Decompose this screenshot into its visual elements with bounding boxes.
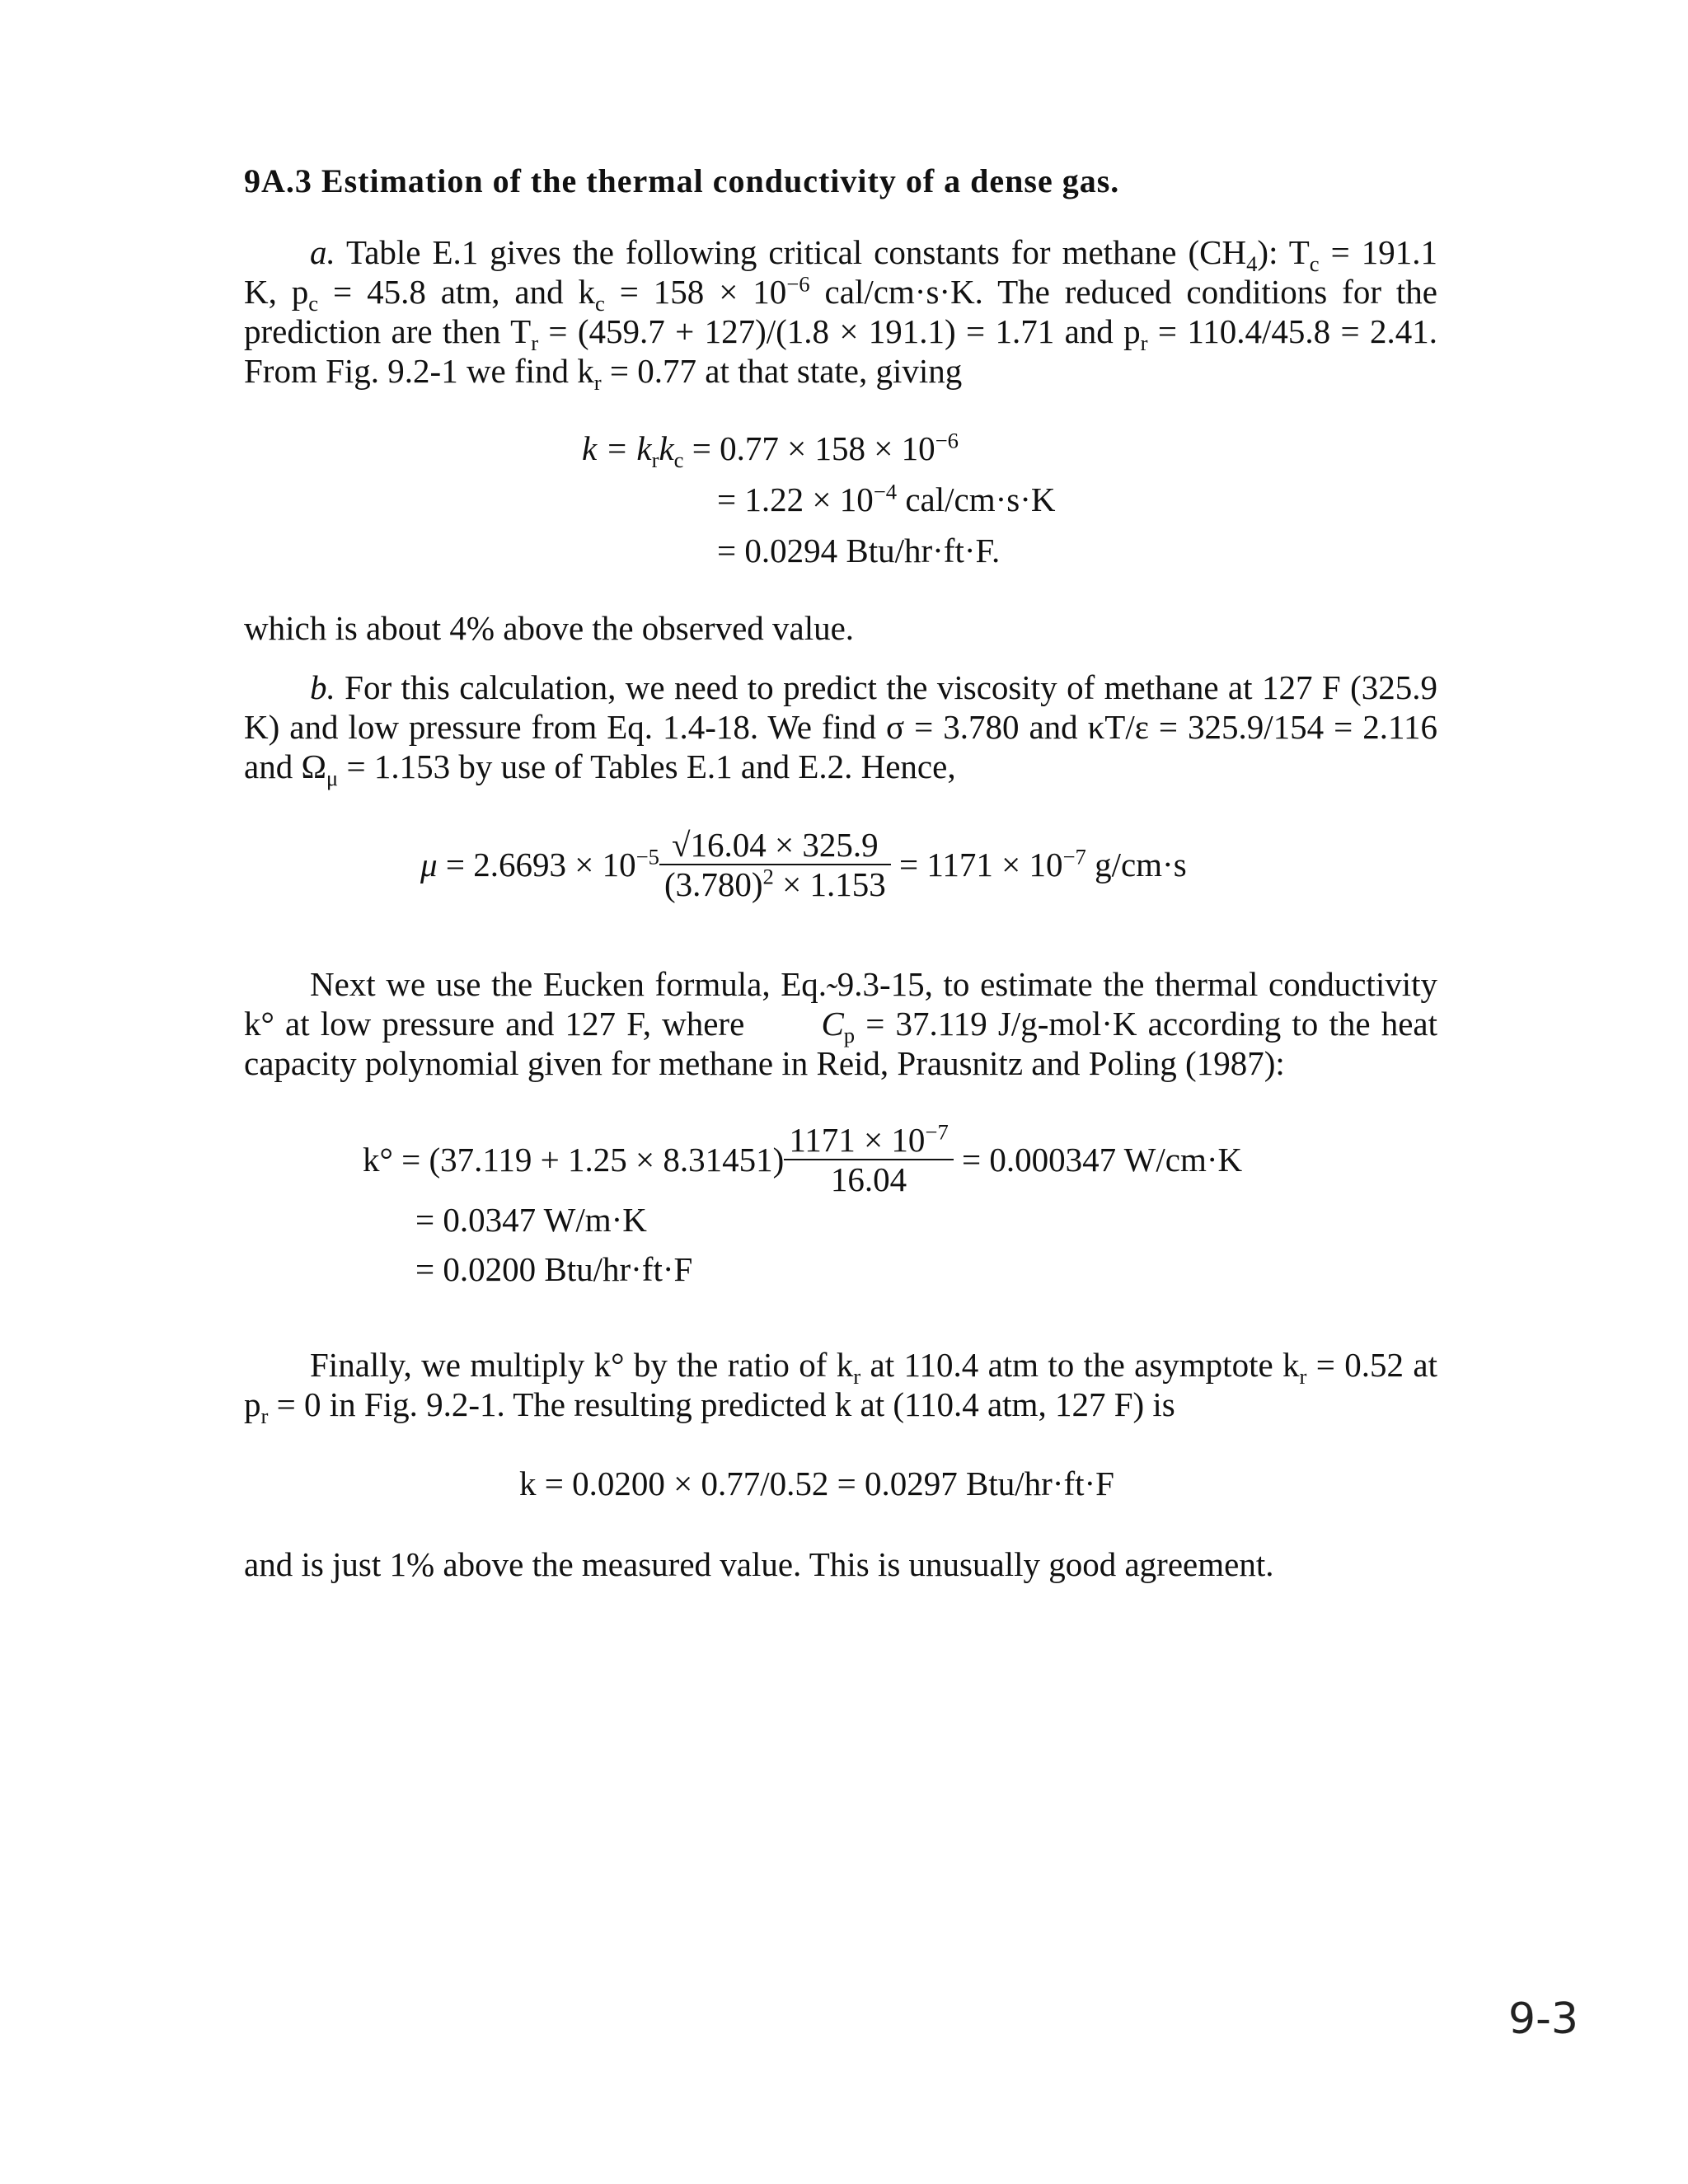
eq-text: k — [659, 429, 674, 467]
superscript: −6 — [786, 271, 810, 297]
eq-text: cal/cm·s·K — [897, 480, 1056, 518]
eq-text: g/cm·s — [1085, 846, 1187, 883]
subscript: μ — [326, 766, 339, 791]
equation-k-zero-line3: = 0.0200 Btu/hr·ft·F — [415, 1250, 693, 1288]
k-zero-fraction — [784, 1121, 953, 1198]
page-number: 9-3 — [1508, 1994, 1578, 2044]
conclusion-paragraph: and is just 1% above the measured value. This is unusually good agreement. — [244, 1545, 1274, 1583]
eq-text: = 1171 × 10 — [890, 846, 1063, 883]
part-b-label: b. — [310, 668, 335, 706]
subscript: c — [673, 448, 684, 473]
subscript: c — [308, 291, 319, 316]
after-a-paragraph: which is about 4% above the observed value. — [244, 609, 855, 647]
eucken-text: = 37.119 J/g-mol·K according to the heat capacity polynomial given for methane in Reid, Prausnitz and Poling (1987): — [244, 1005, 1437, 1082]
part-a-text: = 45.8 atm, and k — [318, 273, 596, 311]
finally-text: = 0 in Fig. 9.2-1. The resulting predicted k at (110.4 atm, 127 F) is — [268, 1385, 1175, 1423]
eucken-text: Next we use the Eucken formula, Eq. 9.3-15, to estimate the thermal conductivity k° at low pressure and 127 F, where — [244, 965, 1437, 1043]
eucken-paragraph — [244, 964, 1437, 1083]
superscript: 2 — [762, 864, 774, 889]
part-a-label: a. — [310, 233, 335, 271]
eq-text: (3.780) — [663, 865, 763, 903]
part-a-text: = 158 × 10 — [604, 273, 787, 311]
subscript: p — [843, 1023, 856, 1048]
subscript: r — [1299, 1364, 1307, 1390]
equation-viscosity: $\mu = 2.6693 \times 10^{-5}$ $\frac{√16.04 \times 325.9}{(3.780)^2 \times 1.153}$ = $1171 \times 10^{-7}$ g/cm·s — [420, 826, 1187, 903]
eq-text: = 1.22 × 10 — [717, 480, 874, 518]
part-b-paragraph — [244, 668, 1437, 791]
subscript: r — [593, 370, 602, 396]
subscript: r — [531, 330, 539, 356]
subscript: c — [1309, 251, 1320, 277]
part-a-text: = 110.4/45.8 = 2.41. From Fig. 9.2-1 we find k — [244, 312, 1437, 390]
subscript: r — [260, 1404, 269, 1429]
part-a-paragraph — [244, 232, 1437, 396]
problem-title: 9A.3 Estimation of the thermal conductivity of a dense gas. — [244, 162, 1120, 199]
equation-k-line2 — [717, 480, 1056, 519]
viscosity-fraction — [659, 826, 891, 903]
superscript: −7 — [925, 1119, 949, 1145]
superscript: −7 — [1062, 844, 1086, 869]
finally-text: = 0.52 at p — [244, 1346, 1437, 1423]
fraction-numerator: √16.04 × 325.9 — [659, 826, 891, 865]
fraction-denominator — [659, 865, 891, 903]
equation-k-line1 — [582, 428, 959, 473]
part-b-text: = 1.153 by use of Tables E.1 and E.2. Hence, — [338, 748, 956, 785]
eq-text: × 1.153 — [773, 865, 886, 903]
finally-paragraph — [244, 1345, 1437, 1429]
equation-k-zero-line2: = 0.0347 W/m·K — [415, 1201, 647, 1239]
subscript: r — [651, 448, 659, 473]
subscript: r — [1140, 330, 1148, 356]
part-a-text: Table E.1 gives the following critical constants for methane (CH — [346, 233, 1247, 271]
part-a-text: = 191.1 K, p — [244, 233, 1437, 311]
superscript: −4 — [873, 479, 898, 504]
cp-symbol: ˜ C — [755, 1004, 843, 1043]
part-a-text: cal/cm·s·K. The reduced conditions for the prediction are then T — [244, 273, 1437, 350]
finally-text: Finally, we multiply k° by the ratio of k — [310, 1346, 854, 1384]
part-a-text: ): T — [1257, 233, 1310, 271]
equation-final-k: k = 0.0200 × 0.77/0.52 = 0.0297 Btu/hr·ft·F — [519, 1465, 1114, 1502]
equation-k-zero-line1 — [363, 1121, 1242, 1198]
subscript: r — [853, 1364, 861, 1390]
fraction-denominator: 16.04 — [830, 1160, 907, 1198]
eq-text: k° = (37.119 + 1.25 × 8.31451) — [363, 1141, 785, 1179]
superscript: −5 — [635, 844, 659, 869]
part-a-text: = (459.7 + 127)/(1.8 × 191.1) = 1.71 and p — [538, 312, 1141, 350]
part-a-text: = 0.77 at that state, giving — [601, 352, 963, 390]
fraction-numerator — [784, 1121, 953, 1160]
part-b-text: For this calculation, we need to predict the viscosity of methane at 127 F (325.9 K) and low pressure from Eq. 1.4-18. We find σ = 3.780 and κT/ε = 325.9/154 = 2.116 and Ω — [244, 668, 1437, 785]
finally-text: at 110.4 atm to the asymptote k — [860, 1346, 1300, 1384]
eq-text: = 0.000347 W/cm·K — [953, 1141, 1243, 1179]
eq-text: = $2.6693 \times 10^{-5}$ — [437, 844, 659, 883]
subscript: 4 — [1246, 251, 1258, 277]
eq-text: k = k — [582, 429, 652, 467]
subscript: c — [595, 291, 605, 316]
eq-text: = 0.77 × 158 × 10 — [683, 429, 935, 467]
equation-k-line3: = 0.0294 Btu/hr·ft·F. — [717, 532, 1001, 569]
superscript: −6 — [935, 428, 959, 453]
eq-text: 1171 × 10 — [789, 1121, 926, 1159]
